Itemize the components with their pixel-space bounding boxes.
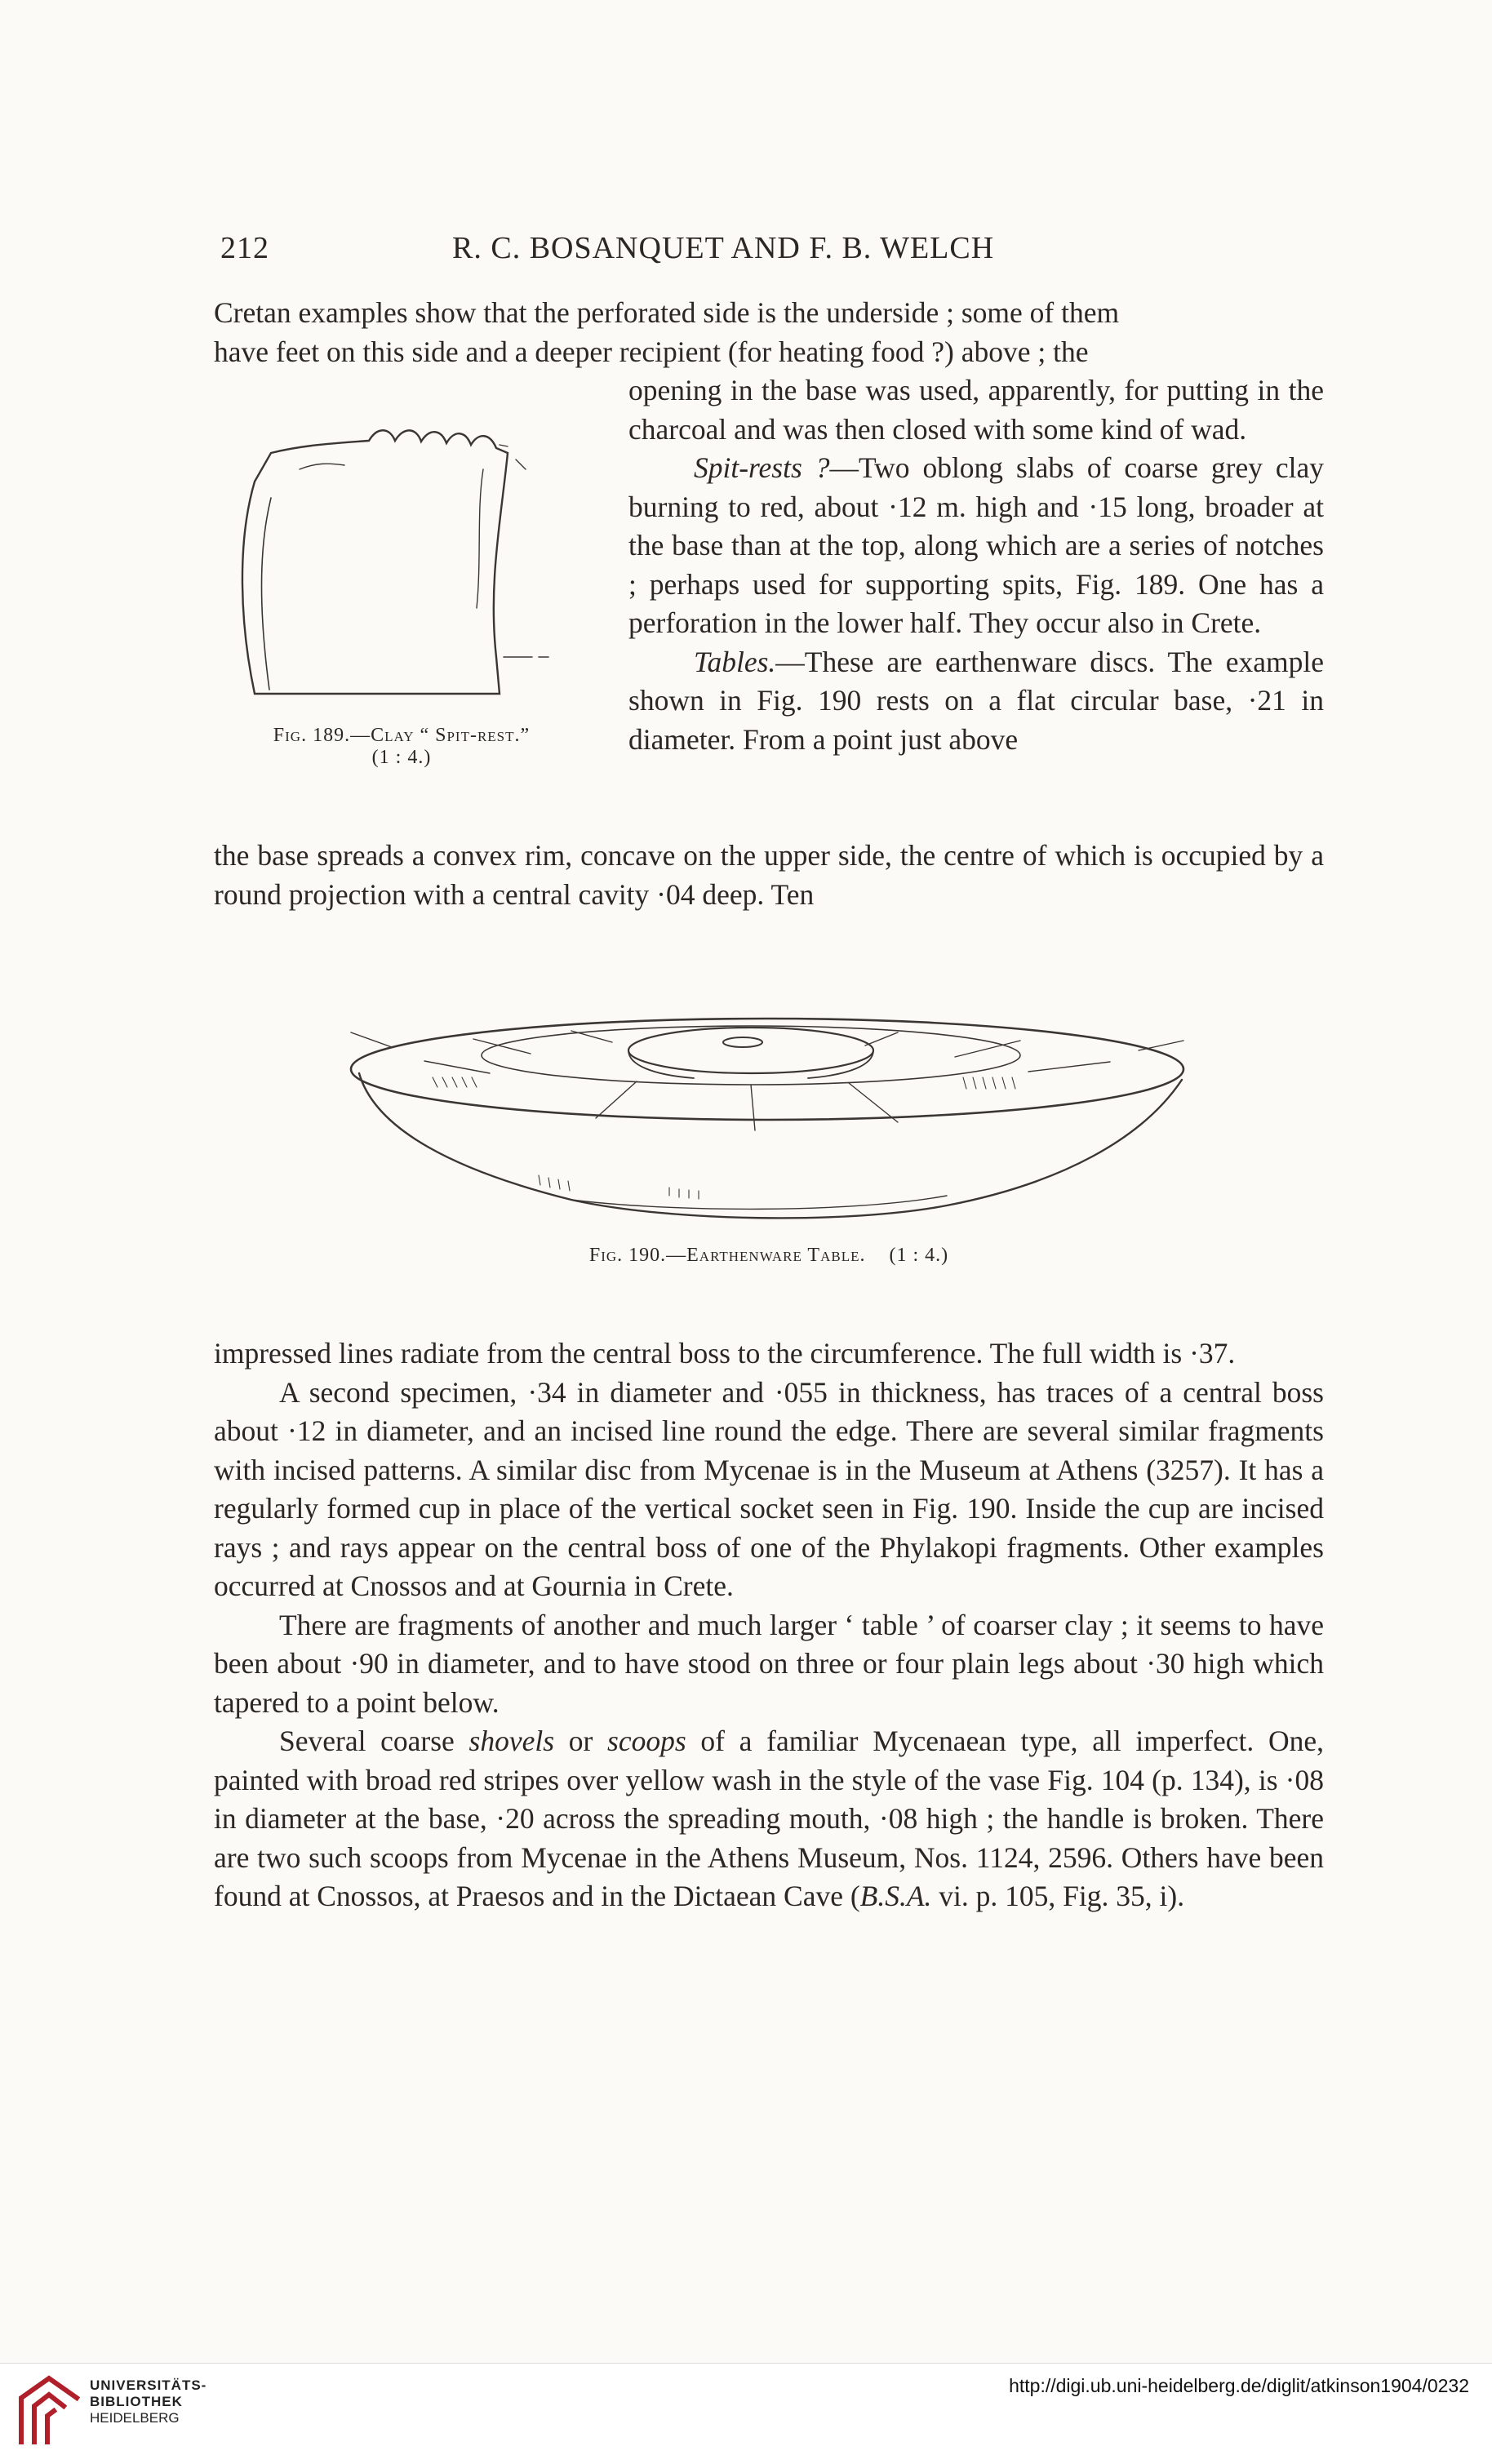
text-tables: —These are earthenware discs. The example shown in Fig. 190 rests on a flat circular base, ·21 in diameter. From a point just above — [628, 645, 1324, 756]
term-shovels: shovels — [468, 1725, 555, 1757]
library-logo-icon — [16, 2373, 82, 2445]
library-line: BIBLIOTHEK — [90, 2394, 183, 2409]
text-line: have feet on this side and a deeper recipient (for heating food ?) above ; the — [214, 335, 1089, 368]
term-scoops: scoops — [607, 1725, 686, 1757]
figure-189-caption — [189, 725, 614, 769]
wrapped-text-block — [628, 371, 1324, 759]
lower-text — [214, 1334, 1324, 1916]
paragraph-opening: opening in the base was used, apparently, for putting in the charcoal and was then closed with some kind of wad. — [628, 374, 1324, 446]
running-title: R. C. BOSANQUET AND F. B. WELCH — [452, 231, 995, 265]
paragraph-shovels — [214, 1722, 1324, 1916]
text-spit-rests: —Two oblong slabs of coarse grey clay burning to red, about ·12 m. high and ·15 long, broader at the base than at the top, along which are a series of notches ; perhaps used for supporting spits, Fig. 189. One has a perforation in the lower half. They occur also in Crete. — [628, 451, 1325, 639]
figure-190-earthenware-table — [326, 983, 1208, 1228]
central-boss — [628, 1028, 873, 1073]
figure-190-caption — [214, 1245, 1324, 1267]
paragraph-second-specimen: A second specimen, ·34 in diameter and ·055 in thickness, has traces of a central boss about ·12 in diameter, and an incised line round the edge. There are several similar fragments with incised patterns. A similar disc from Mycenae is in the Museum at Athens (3257). It has a regularly formed cup in place of the vertical socket seen in Fig. 190. Inside the cup are incised rays ; and rays appear on the central boss of one of the Phylakopi fragments. Other examples occurred at Cnossos and at Gournia in Crete. — [214, 1375, 1324, 1602]
heading-spit-rests: Spit-rests ? — [694, 451, 830, 484]
paragraph-continued: the base spreads a convex rim, concave on the upper side, the centre of which is occupied by a round projection with a central cavity ·04 deep. Ten — [214, 839, 1324, 911]
top-lines — [214, 294, 1324, 371]
paragraph-impressed-lines: impressed lines radiate from the central boss to the circumference. The full width is ·37. — [214, 1337, 1236, 1370]
spit-rest-outline — [242, 430, 508, 694]
citation-bsa: B.S.A. — [859, 1880, 932, 1912]
heading-tables: Tables. — [694, 645, 776, 678]
paragraph-larger-table: There are fragments of another and much larger ‘ table ’ of coarser clay ; it seems to have been about ·90 in diameter, and to have stood on three or four plain legs about ·30 high which tapered to a point below. — [214, 1608, 1324, 1719]
caption-scale: (1 : 4.) — [889, 1245, 949, 1266]
caption-text: Fig. 190.—Earthenware Table. — [588, 1245, 866, 1266]
text-run: Several coarse — [279, 1725, 469, 1757]
library-name — [90, 2377, 206, 2426]
table-rim — [351, 1019, 1183, 1120]
page-header — [220, 230, 1330, 269]
figure-189-spit-rest — [222, 420, 606, 722]
caption-scale: (1 : 4.) — [371, 747, 432, 768]
mid-text — [214, 837, 1324, 914]
text-line: Cretan examples show that the perforated side is the underside ; some of them — [214, 296, 1120, 329]
source-url-link[interactable]: http://digi.ub.uni-heidelberg.de/diglit/atkinson1904/0232 — [1009, 2375, 1469, 2396]
text-run: or — [554, 1725, 608, 1757]
text-run: of a familiar Mycenaean type, all imperfect. One, painted with broad red stripes over yellow wash in the style of the vase Fig. 104 (p. 134), is ·08 in diameter at the base, ·20 across the spreading mouth, ·08 high ; the handle is broken. There are two such scoops from Mycenae in the Athens Museum, Nos. 1124, 2596. Others have been found at Cnossos, at Praesos and in the Dictaean Cave ( — [214, 1725, 1325, 1912]
page-number: 212 — [220, 231, 269, 265]
library-line: UNIVERSITÄTS- — [90, 2377, 207, 2393]
paragraph-spit-rests — [628, 449, 1324, 643]
caption-text: Fig. 189.—Clay “ Spit-rest.” — [273, 725, 531, 746]
library-line: HEIDELBERG — [90, 2410, 180, 2426]
text-run: vi. p. 105, Fig. 35, i). — [931, 1880, 1185, 1912]
paragraph-tables — [628, 643, 1324, 760]
